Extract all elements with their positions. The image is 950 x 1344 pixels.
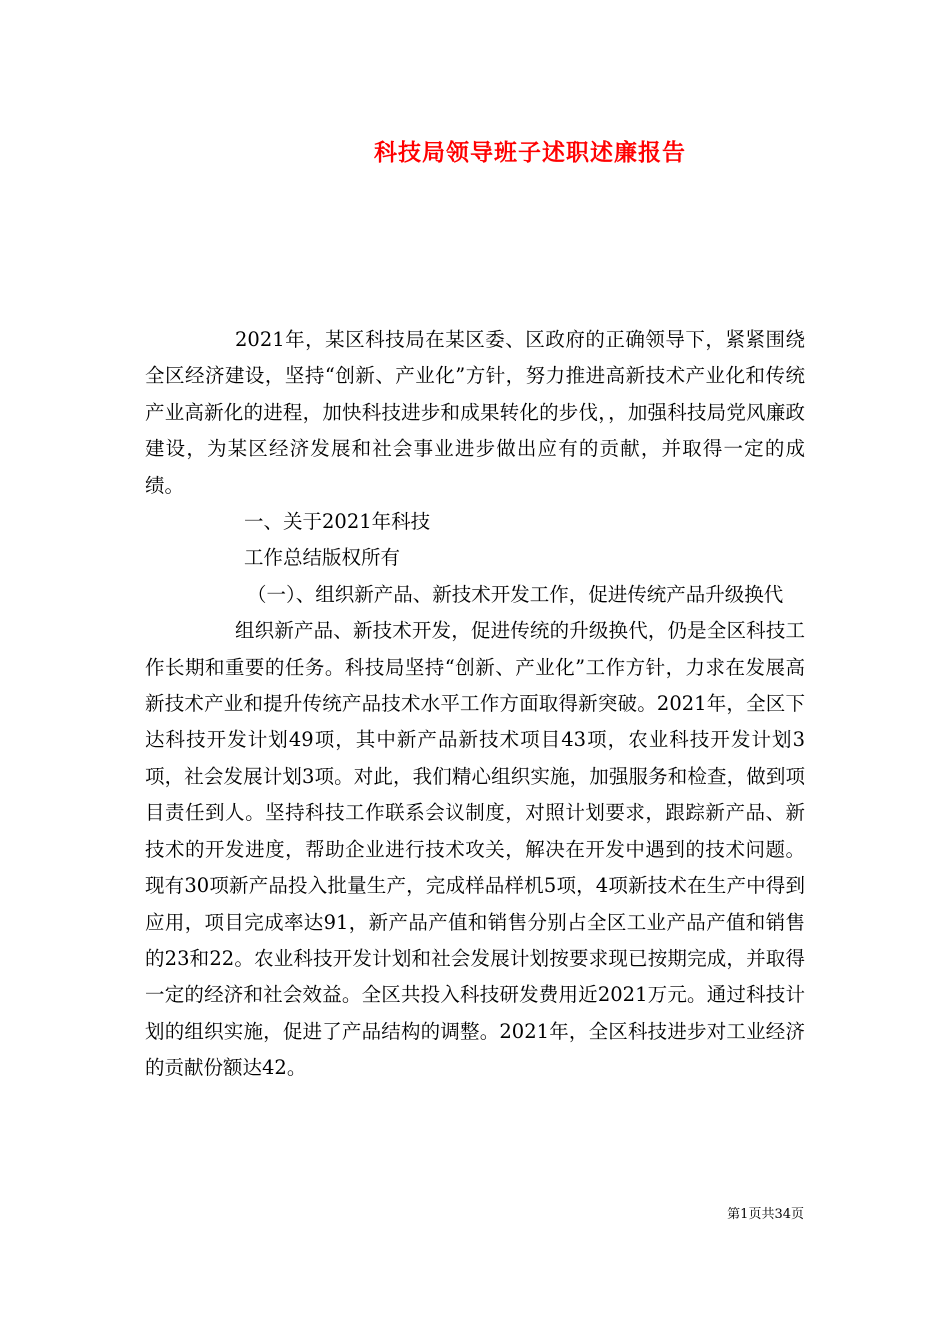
section-heading: 一、关于2021年科技 [244, 510, 431, 534]
body-paragraph: 组织新产品、新技术开发，促进传统的升级换代，仍是全区科技工作长期和重要的任务。科技局坚持“创新、产业化”工作方针，力求在发展高新技术产业和提升传统产品技术水平工作方面取得新突破。2021年，全区下达科技开发计划49项，其中新产品新技术项目43项，农业科技开发计划3项，社会发展计划3项。对此，我们精心组织实施，加强服务和检查，做到项目责任到人。坚持科技工作联系会议制度，对照计划要求，跟踪新产品、新技术的开发进度，帮助企业进行技术攻关，解决在开发中遇到的技术问题。现有30项新产品投入批量生产，完成样品样机5项，4项新技术在生产中得到应用，项目完成率达91，新产品产值和销售分别占全区工业产品产值和销售的23和22。农业科技开发计划和社会发展计划按要求现已按期完成，并取得一定的经济和社会效益。全区共投入科技研发费用近2021万元。通过科技计划的组织实施，促进了产品结构的调整。2021年，全区科技进步对工业经济的贡献份额达42。 [145, 619, 805, 1080]
document-title: 科技局领导班子述职述廉报告 [374, 139, 686, 166]
document-body [145, 322, 805, 1087]
intro-paragraph: 2021年，某区科技局在某区委、区政府的正确领导下，紧紧围绕全区经济建设，坚持“创新、产业化”方针，努力推进高新技术产业化和传统产业高新化的进程，加快科技进步和成果转化的步伐，，加强科技局党风廉政建设，为某区经济发展和社会事业进步做出应有的贡献，并取得一定的成绩。 [145, 328, 805, 497]
section-heading-continuation: 工作总结版权所有 [244, 546, 401, 570]
page-number: 第1页共34页 [727, 1207, 804, 1222]
subsection-heading: （一）、组织新产品、新技术开发工作，促进传统产品升级换代 [247, 582, 784, 606]
